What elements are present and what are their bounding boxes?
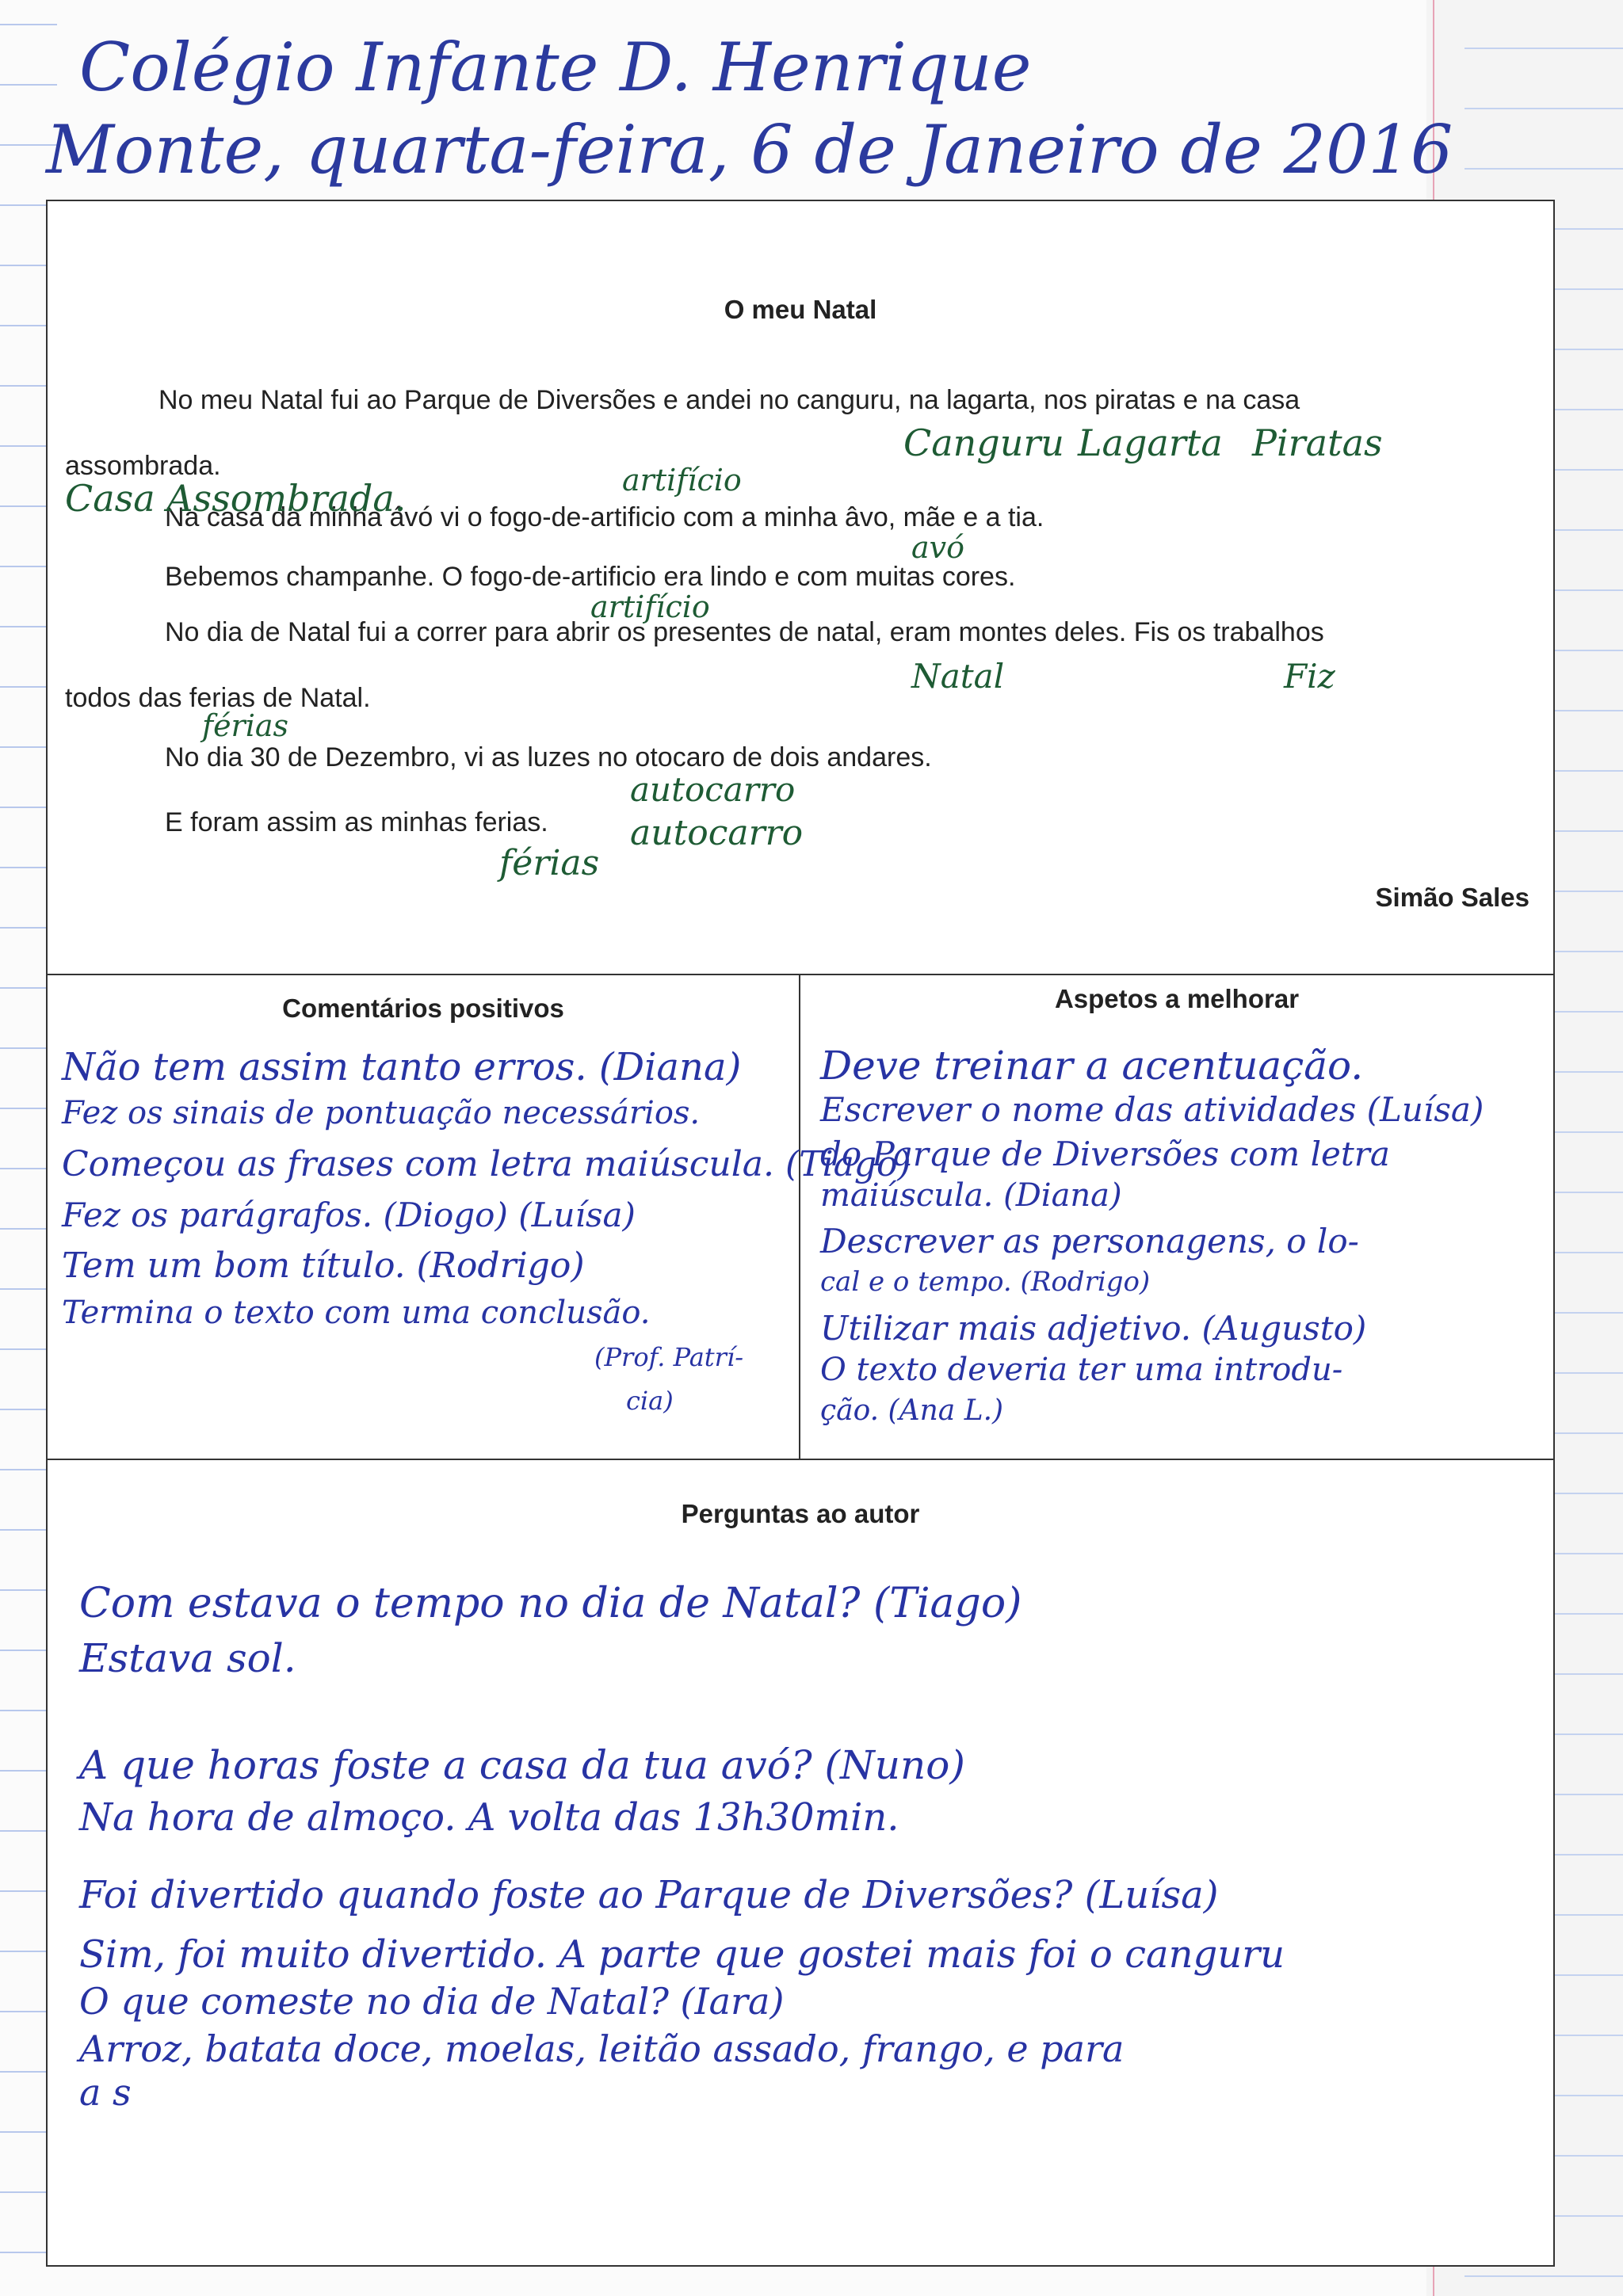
paragraph-2: Na casa da minha ávó vi o fogo-de-artificio com a minha âvo, mãe e a tia. xyxy=(165,502,1044,532)
positive-line: Começou as frases com letra maiúscula. (Tiago) xyxy=(62,1144,911,1184)
questions-line: Na hora de almoço. A volta das 13h30min. xyxy=(79,1795,899,1840)
questions-line: Com estava o tempo no dia de Natal? (Tiago) xyxy=(79,1580,1022,1627)
questions-line: Sim, foi muito divertido. A parte que gostei mais foi o canguru xyxy=(79,1932,1285,1977)
improve-line: O texto deveria ter uma introdu- xyxy=(820,1352,1343,1388)
questions-line: O que comeste no dia de Natal? (Iara) xyxy=(79,1980,785,2023)
correction-autocarro-2: autocarro xyxy=(630,813,804,853)
paragraph-4-line-2: todos das ferias de Natal. xyxy=(65,683,371,713)
correction-lagarta: Lagarta xyxy=(1078,421,1223,464)
improve-line: maiúscula. (Diana) xyxy=(820,1177,1122,1214)
positive-line: (Prof. Patrí- xyxy=(594,1342,743,1372)
correction-avo: avó xyxy=(911,530,965,565)
paragraph-1-line-2: assombrada. xyxy=(65,451,221,481)
questions-heading: Perguntas ao autor xyxy=(681,1499,920,1528)
ruled-line xyxy=(0,24,57,25)
positive-line: cia) xyxy=(626,1386,674,1416)
paragraph-6: E foram assim as minhas ferias. xyxy=(165,807,548,837)
paragraph-3: Bebemos champanhe. O fogo-de-artificio era lindo e com muitas cores. xyxy=(165,562,1016,592)
correction-ferias-2: férias xyxy=(499,843,600,883)
paragraph-4-line-1: No dia de Natal fui a correr para abrir os presentes de natal, eram montes deles. Fis os trabalhos xyxy=(165,617,1324,647)
positive-line: Termina o texto com uma conclusão. xyxy=(62,1295,651,1331)
table-bottom-border xyxy=(48,1459,1553,1460)
improve-line: do Parque de Diversões com letra xyxy=(820,1135,1390,1173)
improve-line: Deve treinar a acentuação. xyxy=(820,1043,1364,1089)
paragraph-1-line-1: No meu Natal fui ao Parque de Diversões e andei no canguru, na lagarta, nos piratas e na casa xyxy=(158,385,1300,415)
ruled-line xyxy=(1465,2275,1623,2277)
correction-ferias-1: férias xyxy=(202,708,289,743)
correction-artificio-1: artifício xyxy=(622,463,742,498)
questions-line: Foi divertido quando foste ao Parque de Diversões? (Luísa) xyxy=(79,1873,1219,1917)
questions-line: a s xyxy=(79,2071,132,2114)
correction-fiz: Fiz xyxy=(1284,657,1335,696)
improve-line: Escrever o nome das atividades (Luísa) xyxy=(820,1090,1484,1129)
positive-line: Tem um bom título. (Rodrigo) xyxy=(62,1245,585,1286)
correction-casa-assombrada: Casa Assombrada. xyxy=(65,477,407,520)
positive-line: Fez os parágrafos. (Diogo) (Luísa) xyxy=(62,1196,636,1234)
questions-line: Estava sol. xyxy=(79,1635,296,1681)
correction-natal: Natal xyxy=(911,657,1005,696)
positive-line: Fez os sinais de pontuação necessários. xyxy=(62,1095,701,1131)
author-name: Simão Sales xyxy=(1375,883,1529,912)
worksheet xyxy=(46,200,1555,2267)
correction-canguru: Canguru xyxy=(903,421,1064,464)
ruled-line xyxy=(1465,108,1623,109)
table-middle-divider xyxy=(799,974,800,1459)
correction-piratas: Piratas xyxy=(1252,421,1383,464)
positive-comments-heading: Comentários positivos xyxy=(282,994,564,1023)
questions-line: A que horas foste a casa da tua avó? (Nuno) xyxy=(79,1742,965,1788)
correction-artificio-2: artifício xyxy=(590,589,710,624)
school-name-handwritten: Colégio Infante D. Henrique xyxy=(79,29,1032,106)
story-title: O meu Natal xyxy=(724,295,877,324)
improve-line: Descrever as personagens, o lo- xyxy=(820,1222,1359,1261)
improve-line: ção. (Ana L.) xyxy=(820,1394,1004,1427)
table-top-border xyxy=(48,974,1553,975)
paragraph-5: No dia 30 de Dezembro, vi as luzes no otocaro de dois andares. xyxy=(165,742,932,772)
improvements-heading: Aspetos a melhorar xyxy=(1054,984,1300,1013)
improve-line: Utilizar mais adjetivo. (Augusto) xyxy=(820,1309,1367,1348)
questions-line: Arroz, batata doce, moelas, leitão assado, frango, e para xyxy=(79,2027,1125,2070)
improve-line: cal e o tempo. (Rodrigo) xyxy=(820,1266,1151,1298)
ruled-line xyxy=(1465,168,1623,170)
correction-autocarro-1: autocarro xyxy=(630,770,796,809)
ruled-line xyxy=(1465,48,1623,49)
date-line-handwritten: Monte, quarta-feira, 6 de Janeiro de 2016 xyxy=(46,111,1453,189)
positive-line: Não tem assim tanto erros. (Diana) xyxy=(62,1045,742,1089)
ruled-line xyxy=(0,84,57,86)
